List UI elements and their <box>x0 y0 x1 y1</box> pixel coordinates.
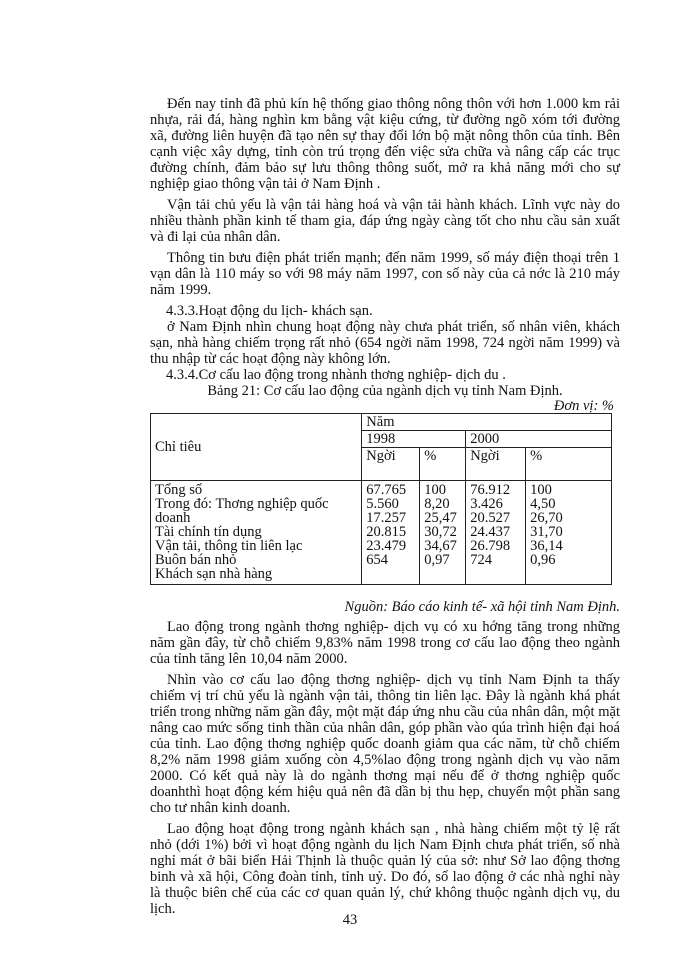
value-hotel-people-2000: 724 <box>470 552 492 568</box>
paragraph-roads: Đến nay tỉnh đã phủ kín hệ thống giao thông nông thôn với hơn 1.000 km rải nhựa, rải đá, hàng nghìn km bằng vật kiệu cứng, từ đường ngõ xóm tới đường xã, đường liên huyện đã tạo nên sự thay đổi lớn bộ mặt nông thôn của tỉnh. Bên cạnh việc xây dựng, tỉnh còn trú trọng đến việc sửa chữa và nâng cấp các trục đường chính, đảm bảo sự lưu thông thông suốt, mở ra khả năng mới cho sự nghiệp giao thông vận tải ở Nam Định . <box>150 96 620 192</box>
header-indicator: Chỉ tiêu <box>151 414 362 481</box>
value-retail-people-2000: 26.798 <box>470 538 511 554</box>
paragraph-labour-trend: Lao động trong ngành thơng nghiệp- dịch vụ có xu hớng tăng trong những năm gần đây, từ chỗ chiếm 9,83% năm 1998 trong cơ cấu lao động theo ngành của tỉnh tăng lên 10,04 năm 2000. <box>150 619 620 667</box>
label-state-commerce: Trong đó: Thơng nghiệp quốc doanh <box>155 496 329 526</box>
subheader-people-1998: Ngời <box>362 448 420 481</box>
value-hotel-people-1998: 654 <box>366 552 389 568</box>
header-2000: 2000 <box>466 431 612 448</box>
paragraph-transport: Vận tải chủ yếu là vận tải hàng hoá và vận tải hành khách. Lĩnh vực này do nhiều thành phần kinh tế tham gia, đáp ứng ngày càng tốt cho nhu cầu sản xuất và đi lại của nhân dân. <box>150 197 620 245</box>
column-people-1998 <box>362 481 420 585</box>
column-pct-1998 <box>420 481 466 585</box>
value-state-people-1998: 5.560 <box>366 496 399 512</box>
label-total: Tổng số <box>155 482 203 498</box>
value-transport-pct-1998: 30,72 <box>424 524 457 540</box>
value-total-pct-2000: 100 <box>530 482 552 498</box>
value-total-people-1998: 67.765 <box>366 482 407 498</box>
page-number: 43 <box>342 912 358 928</box>
label-transport: Vận tải, thông tin liên lạc <box>155 538 303 554</box>
subheader-people-2000: Ngời <box>466 448 526 481</box>
column-pct-2000 <box>526 481 612 585</box>
value-finance-people-1998: 17.257 <box>366 510 407 526</box>
header-year: Năm <box>362 414 612 431</box>
paragraph-tourism: ở Nam Định nhìn chung hoạt động này chưa phát triển, số nhân viên, khách sạn, nhà hàng chiếm trọng rất nhỏ (654 ngời năm 1998, 724 ngời năm 1999) và thu nhập từ các hoạt động này không lớn. <box>150 319 620 367</box>
column-labels <box>151 481 362 585</box>
value-finance-pct-2000: 26,70 <box>530 510 563 526</box>
value-state-pct-2000: 4,50 <box>530 496 556 512</box>
label-retail: Buôn bán nhỏ <box>155 552 237 568</box>
table-unit: Đơn vị: % <box>553 398 614 414</box>
paragraph-hotel-labour: Lao động hoạt động trong ngành khách sạn , nhà hàng chiếm một tỷ lệ rất nhỏ (dới 1%) bởi vì hoạt động ngành du lịch Nam Định chưa phát triển, số nhà nghỉ mát ở bãi biển Hải Thịnh là thuộc quản lý của sở: như Sở lao động thơng binh và xã hội, Công đoàn tỉnh, tỉnh uỷ. Do đó, số lao động ở các nhà nghỉ này là thuộc biên chế của các cơ quan quản lý, chứ không thuộc ngành dịch vụ, du lịch. <box>150 821 620 917</box>
value-retail-pct-2000: 36,14 <box>530 538 563 554</box>
table-caption: Bảng 21: Cơ cấu lao động của ngành dịch vụ tỉnh Nam Định. <box>207 383 563 399</box>
paragraph-telecom: Thông tin bưu điện phát triển mạnh; đến năm 1999, số máy điện thoại trên 1 vạn dân là 110 máy so với 98 máy năm 1997, con số này của cả nớc là 210 máy năm 1999. <box>150 250 620 298</box>
value-transport-people-2000: 24.437 <box>470 524 511 540</box>
value-total-pct-1998: 100 <box>424 482 446 498</box>
value-retail-people-1998: 23.479 <box>366 538 407 554</box>
value-hotel-pct-1998: 0,97 <box>424 552 450 568</box>
value-transport-pct-2000: 31,70 <box>530 524 563 540</box>
value-total-people-2000: 76.912 <box>470 482 511 498</box>
value-retail-pct-1998: 34,67 <box>424 538 457 554</box>
labour-structure-table <box>150 413 612 585</box>
section-heading-labour: 4.3.4.Cơ cấu lao động trong nhành thơng nghiệp- dịch du . <box>166 367 506 383</box>
column-people-2000 <box>466 481 526 585</box>
value-finance-pct-1998: 25,47 <box>424 510 457 526</box>
subheader-pct-1998: % <box>420 448 466 481</box>
table-body-row <box>151 481 612 585</box>
subheader-pct-2000: % <box>526 448 612 481</box>
label-hotel: Khách sạn nhà hàng <box>155 566 273 582</box>
value-state-pct-1998: 8,20 <box>424 496 450 512</box>
header-1998: 1998 <box>362 431 466 448</box>
source-note: Nguồn: Báo cáo kinh tế- xã hội tỉnh Nam Định. <box>344 599 620 615</box>
paragraph-labour-analysis: Nhìn vào cơ cấu lao động thơng nghiệp- dịch vụ tỉnh Nam Định ta thấy chiếm vị trí chủ yếu là ngành vận tải, thông tin liên lạc. Đây là ngành khá phát triển trong những năm gần đây, một mặt đáp ứng nhu cầu của nhân dân, một mặt nâng cao mức sống tinh thần của nhân dân, góp phần vào qúa trình hiện đại hoá của tỉnh. Lao động thơng nghiệp quốc doanh giảm qua các năm, từ chỗ chiếm 8,2% năm 1998 giảm xuống còn 4,5%lao động trong ngành dịch vụ vào năm 2000. Có kết quả này là do ngành thơng mại nếu để ở thơng nghiệp quốc doanhthì hoạt động kém hiệu quả nên đã dần bị thu hẹp, chuyển một phần sang cho tư nhân kinh doanh. <box>150 672 620 816</box>
section-heading-tourism: 4.3.3.Hoạt động du lịch- khách sạn. <box>166 303 373 319</box>
value-transport-people-1998: 20.815 <box>366 524 407 540</box>
value-state-people-2000: 3.426 <box>470 496 503 512</box>
value-finance-people-2000: 20.527 <box>470 510 511 526</box>
label-finance: Tài chính tín dụng <box>155 524 262 540</box>
value-hotel-pct-2000: 0,96 <box>530 552 556 568</box>
document-page <box>150 96 620 917</box>
